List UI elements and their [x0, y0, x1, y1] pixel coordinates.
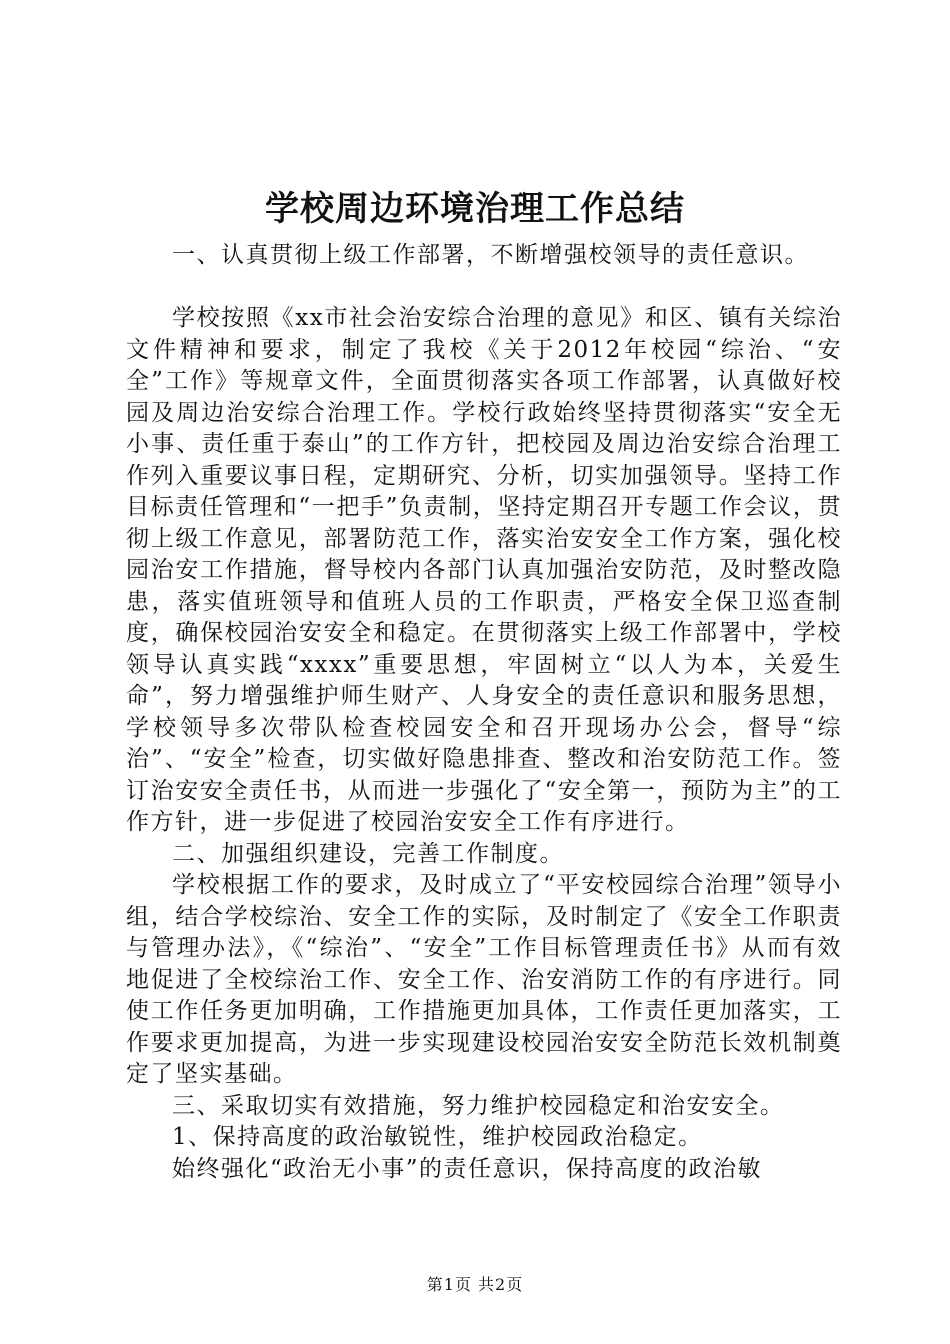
- document-body: [126, 240, 842, 1185]
- section-heading-2: 二、加强组织建设，完善工作制度。: [172, 840, 564, 867]
- paragraph-section-2: 学校根据工作的要求，及时成立了“平安校园综合治理”领导小组，结合学校综治、安全工作的实际，及时制定了《安全工作职责与管理办法》，《“综治”、“安全”工作目标管理责任书》从而有效地促进了全校综治工作、安全工作、治安消防工作的有序进行。同使工作任务更加明确，工作措施更加具体，工作责任更加落实，工作要求更加提高，为进一步实现建设校园治安安全防范长效机制奠定了坚实基础。: [126, 872, 842, 1087]
- page-footer: 第1页 共2页: [426, 1275, 524, 1294]
- section-heading-1: 一、认真贯彻上级工作部署，不断增强校领导的责任意识。: [172, 242, 809, 268]
- paragraph-section-3-1: 始终强化“政治无小事”的责任意识，保持高度的政治敏: [172, 1155, 763, 1182]
- subheading-3-1: 1、保持高度的政治敏锐性，维护校园政治稳定。: [172, 1124, 703, 1150]
- paragraph-section-1: 学校按照《xx市社会治安综合治理的意见》和区、镇有关综治文件精神和要求，制定了我校《关于2012年校园“综治、“安全”工作》等规章文件，全面贯彻落实各项工作部署，认真做好校园及周边治安综合治理工作。学校行政始终坚持贯彻落实“安全无小事、责任重于泰山”的工作方针，把校园及周边治安综合治理工作列入重要议事日程，定期研究、分析，切实加强领导。坚持工作目标责任管理和“一把手”负责制，坚持定期召开专题工作会议，贯彻上级工作意见，部署防范工作，落实治安安全工作方案，强化校园治安工作措施，督导校内各部门认真加强治安防范，及时整改隐患，落实值班领导和值班人员的工作职责，严格安全保卫巡查制度，确保校园治安安全和稳定。在贯彻落实上级工作部署中，学校领导认真实践“xxxx”重要思想，牢固树立“以人为本，关爱生命”，努力增强维护师生财产、人身安全的责任意识和服务思想，学校领导多次带队检查校园安全和召开现场办公会，督导“综治”、“安全”检查，切实做好隐患排查、整改和治安防范工作。签订治安安全责任书，从而进一步强化了“安全第一，预防为主”的工作方针，进一步促进了校园治安安全工作有序进行。: [126, 305, 842, 835]
- document-title: 学校周边环境治理工作总结: [265, 189, 685, 229]
- section-heading-3: 三、采取切实有效措施，努力维护校园稳定和治安安全。: [172, 1092, 785, 1119]
